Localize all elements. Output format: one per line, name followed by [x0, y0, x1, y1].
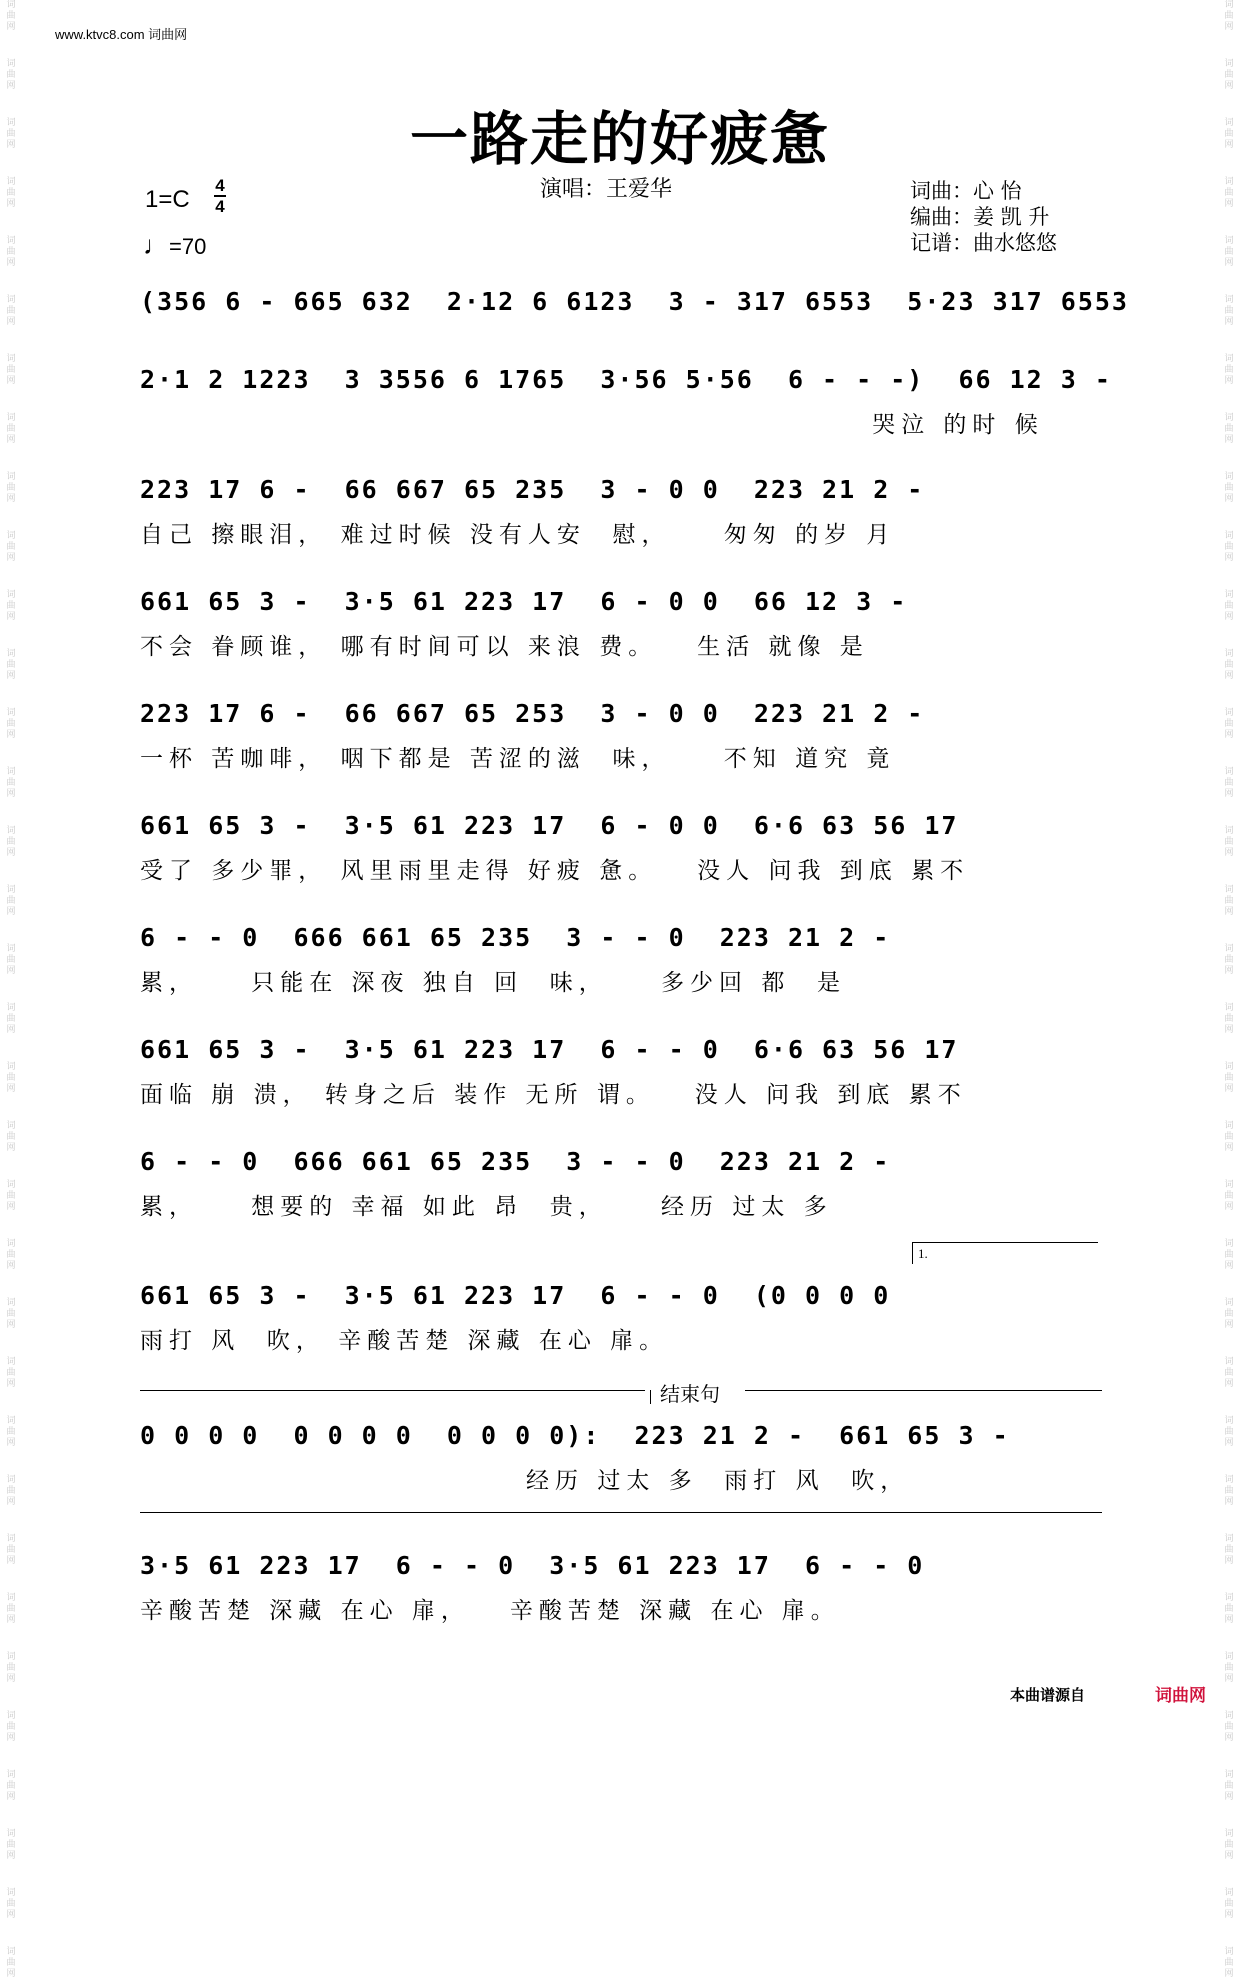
left-watermark-strip [0, 0, 22, 1979]
singer-credit: 演唱：王爱华 [540, 177, 673, 202]
watermark-text: 词 曲 网 [1224, 1593, 1234, 1625]
watermark-text: 词 曲 网 [6, 590, 16, 622]
watermark-text: 词 曲 网 [1224, 1062, 1234, 1094]
notation-line: 223 17 6 - 66 667 65 253 3 - 0 0 223 21 2 - [140, 699, 925, 728]
notation-line: (356 6 - 665 632 2·12 6 6123 3 - 317 6553 5·23 317 6553 [140, 287, 1129, 316]
key-signature: 1=C [145, 186, 190, 213]
watermark-text: 词 曲 网 [1224, 236, 1234, 268]
footer-logo[interactable]: 词曲网 [1155, 1686, 1206, 1706]
watermark-text: 词 曲 网 [1224, 767, 1234, 799]
watermark-text: 词 曲 网 [1224, 1829, 1234, 1861]
system-2 [140, 360, 1112, 440]
notation-line: 0 0 0 0 0 0 0 0 0 0 0 0): 223 21 2 - 661 65 3 - [140, 1421, 1010, 1450]
watermark-text: 词 曲 网 [1224, 1357, 1234, 1389]
watermark-text: 词 曲 网 [1224, 1888, 1234, 1920]
watermark-text: 词 曲 网 [1224, 0, 1234, 32]
watermark-text: 词 曲 网 [1224, 472, 1234, 504]
watermark-text: 词 曲 网 [6, 1180, 16, 1212]
watermark-text: 词 曲 网 [6, 1239, 16, 1271]
watermark-text: 词 曲 网 [6, 649, 16, 681]
watermark-text: 词 曲 网 [1224, 1770, 1234, 1802]
watermark-text: 词 曲 网 [6, 0, 16, 32]
watermark-text: 词 曲 网 [6, 531, 16, 563]
watermark-text: 词 曲 网 [6, 767, 16, 799]
watermark-text: 词 曲 网 [6, 354, 16, 386]
right-watermark-strip [1218, 0, 1240, 1979]
footer-source: 本曲谱源自 [1010, 1686, 1086, 1704]
watermark-text: 词 曲 网 [6, 1770, 16, 1802]
watermark-text: 词 曲 网 [6, 1534, 16, 1566]
notation-line: 2·1 2 1223 3 3556 6 1765 3·56 5·56 6 - - -) 66 12 3 - [140, 365, 1112, 394]
lyrics-line: 雨打 风 吹， 辛酸苦楚 深藏 在心 扉。 [140, 1328, 669, 1354]
watermark-text: 词 曲 网 [1224, 826, 1234, 858]
credit-transcription: 记谱：曲水悠悠 [910, 231, 1057, 255]
watermark-text: 词 曲 网 [6, 413, 16, 445]
watermark-text: 词 曲 网 [1224, 1298, 1234, 1330]
system-5 [140, 694, 1102, 774]
system-1 [140, 282, 1129, 362]
watermark-text: 词 曲 网 [6, 1062, 16, 1094]
system-8 [140, 1030, 1102, 1110]
watermark-text: 词 曲 网 [6, 59, 16, 91]
first-ending-label: 1. [918, 1246, 928, 1261]
notation-line: 223 17 6 - 66 667 65 235 3 - 0 0 223 21 2 - [140, 475, 925, 504]
lyrics-line: 一杯 苦咖啡， 咽下都是 苦涩的滋 味， 不知 道究 竟 [140, 746, 896, 772]
watermark-text: 词 曲 网 [1224, 118, 1234, 150]
notation-line: 6 - - 0 666 661 65 235 3 - - 0 223 21 2 - [140, 1147, 891, 1176]
time-signature-top: 4 [215, 176, 225, 195]
watermark-text: 词 曲 网 [1224, 1121, 1234, 1153]
watermark-text: 词 曲 网 [1224, 177, 1234, 209]
tempo-value: =70 [169, 234, 207, 259]
credits [910, 178, 1057, 256]
lyrics-line: 累， 想要的 幸福 如此 昂 贵， 经历 过太 多 [140, 1194, 833, 1220]
watermark-text: 词 曲 网 [6, 1298, 16, 1330]
watermark-text: 词 曲 网 [6, 1888, 16, 1920]
watermark-text: 词 曲 网 [1224, 590, 1234, 622]
watermark-text: 词 曲 网 [1224, 944, 1234, 976]
coda-marker [140, 1378, 1102, 1404]
lyrics-line: 受了 多少罪， 风里雨里走得 好疲 惫。 没人 问我 到底 累不 [140, 858, 970, 884]
watermark-text: 词 曲 网 [1224, 295, 1234, 327]
system-7 [140, 918, 1102, 998]
watermark-text: 词 曲 网 [1224, 885, 1234, 917]
system-6 [140, 806, 1102, 886]
notation-line: 6 - - 0 666 661 65 235 3 - - 0 223 21 2 - [140, 923, 891, 952]
notation-line: 661 65 3 - 3·5 61 223 17 6 - - 0 (0 0 0 0 [140, 1281, 891, 1310]
watermark-text: 词 曲 网 [6, 1652, 16, 1684]
time-signature-bottom: 4 [215, 197, 225, 216]
watermark-text: 词 曲 网 [6, 1003, 16, 1035]
credit-arrangement: 编曲：姜 凯 升 [910, 205, 1050, 229]
system-3 [140, 470, 1102, 550]
separator-line [140, 1512, 1102, 1515]
watermark-text: 词 曲 网 [1224, 413, 1234, 445]
watermark-text: 词 曲 网 [1224, 1003, 1234, 1035]
song-title: 一路走的好疲惫 [409, 105, 830, 173]
watermark-text: 词 曲 网 [1224, 1947, 1234, 1979]
lyrics-line: 累， 只能在 深夜 独自 回 味， 多少回 都 是 [140, 970, 846, 996]
lyrics-line: 面临 崩 溃， 转身之后 装作 无所 谓。 没人 问我 到底 累不 [140, 1082, 967, 1108]
watermark-text: 词 曲 网 [6, 1357, 16, 1389]
watermark-text: 词 曲 网 [1224, 354, 1234, 386]
watermark-text: 词 曲 网 [6, 885, 16, 917]
watermark-text: 词 曲 网 [1224, 1239, 1234, 1271]
system-11 [140, 1416, 1102, 1496]
lyrics-line: 不会 眷顾谁， 哪有时间可以 来浪 费。 生活 就像 是 [140, 634, 869, 660]
system-10 [140, 1276, 1102, 1356]
watermark-text: 词 曲 网 [6, 1593, 16, 1625]
notation-line: 661 65 3 - 3·5 61 223 17 6 - 0 0 66 12 3 - [140, 587, 908, 616]
watermark-text: 词 曲 网 [6, 1829, 16, 1861]
lyrics-line: 哭泣 的时 候 [140, 412, 1044, 438]
watermark-text: 词 曲 网 [6, 118, 16, 150]
first-ending-bracket [912, 1242, 1098, 1272]
notation-line: 3·5 61 223 17 6 - - 0 3·5 61 223 17 6 - - 0 [140, 1551, 925, 1580]
watermark-text: 词 曲 网 [1224, 708, 1234, 740]
watermark-text: 词 曲 网 [6, 177, 16, 209]
system-4 [140, 582, 1102, 662]
quarter-note-icon: ♩ [143, 230, 169, 260]
watermark-text: 词 曲 网 [6, 295, 16, 327]
time-signature [214, 176, 226, 216]
lyrics-line: 辛酸苦楚 深藏 在心 扉， 辛酸苦楚 深藏 在心 扉。 [140, 1598, 840, 1624]
credit-lyrics-music: 词曲：心 怡 [910, 179, 1022, 203]
watermark-text: 词 曲 网 [6, 1416, 16, 1448]
watermark-text: 词 曲 网 [6, 1947, 16, 1979]
watermark-text: 词 曲 网 [1224, 1475, 1234, 1507]
watermark-text: 词 曲 网 [1224, 59, 1234, 91]
watermark-text: 词 曲 网 [1224, 1534, 1234, 1566]
coda-label: 结束句 [660, 1382, 720, 1406]
watermark-text: 词 曲 网 [6, 1475, 16, 1507]
watermark-text: 词 曲 网 [6, 708, 16, 740]
site-url[interactable]: www.ktvc8.com 词曲网 [55, 27, 188, 42]
watermark-text: 词 曲 网 [1224, 531, 1234, 563]
watermark-text: 词 曲 网 [6, 472, 16, 504]
watermark-text: 词 曲 网 [6, 1711, 16, 1743]
lyrics-line: 自己 擦眼泪， 难过时候 没有人安 慰， 匆匆 的岁 月 [140, 522, 896, 548]
system-12 [140, 1546, 1102, 1626]
system-9 [140, 1142, 1102, 1222]
watermark-text: 词 曲 网 [1224, 1652, 1234, 1684]
watermark-text: 词 曲 网 [1224, 1711, 1234, 1743]
lyrics-line: 经历 过太 多 雨打 风 吹， [140, 1468, 910, 1494]
notation-line: 661 65 3 - 3·5 61 223 17 6 - - 0 6·6 63 56 17 [140, 1035, 959, 1064]
watermark-text: 词 曲 网 [6, 1121, 16, 1153]
watermark-text: 词 曲 网 [1224, 649, 1234, 681]
watermark-text: 词 曲 网 [1224, 1416, 1234, 1448]
watermark-text: 词 曲 网 [6, 236, 16, 268]
watermark-text: 词 曲 网 [1224, 1180, 1234, 1212]
tempo-marking [143, 230, 206, 261]
notation-line: 661 65 3 - 3·5 61 223 17 6 - 0 0 6·6 63 56 17 [140, 811, 959, 840]
watermark-text: 词 曲 网 [6, 944, 16, 976]
watermark-text: 词 曲 网 [6, 826, 16, 858]
